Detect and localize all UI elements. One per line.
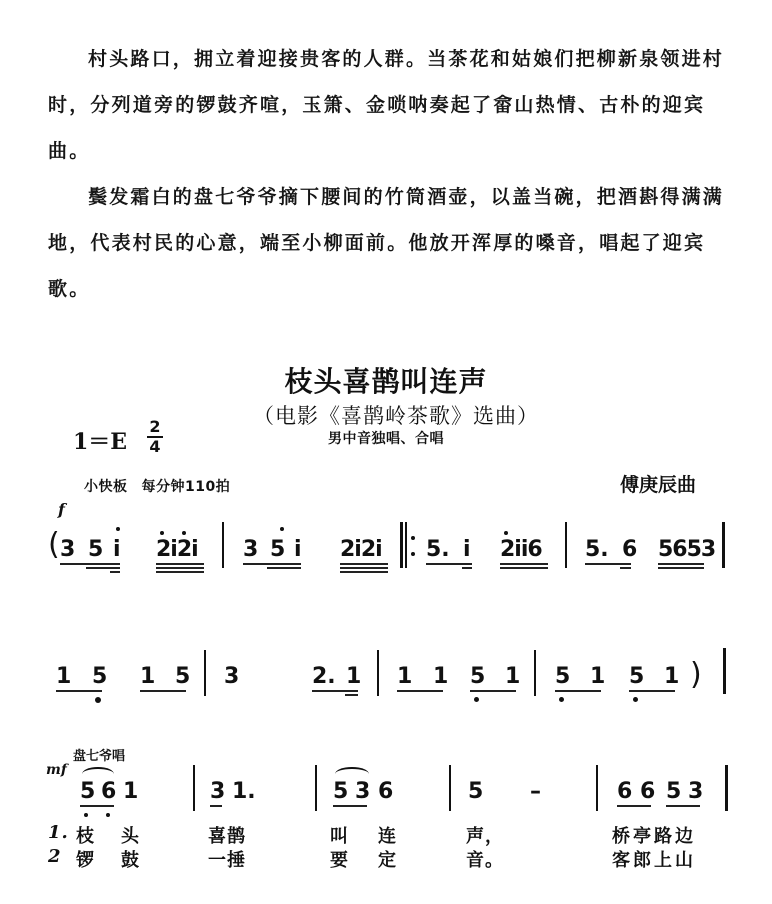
note: 6 — [378, 779, 394, 804]
singer-label: 盘七爷唱 — [73, 749, 126, 764]
lyric-syllable: 音。 — [466, 850, 504, 871]
underline — [80, 805, 114, 807]
note: 5. — [585, 537, 609, 562]
note: 1 — [123, 779, 139, 804]
lyric-syllable: 连 — [378, 826, 397, 847]
note-group: 2ii6 — [500, 537, 542, 562]
note: 5 — [333, 779, 349, 804]
underline — [156, 567, 204, 569]
barline — [222, 522, 224, 568]
song-performers: 男中音独唱、合唱 — [328, 431, 444, 447]
underline — [140, 690, 186, 692]
verse-number: 2 — [48, 846, 62, 867]
low-octave-dot — [559, 697, 564, 702]
dynamic-forte: f — [58, 500, 65, 519]
note: 1 — [590, 664, 606, 689]
lyric-syllable: 头 — [121, 826, 140, 847]
note: 3 — [60, 537, 76, 562]
song-subtitle: （电影《喜鹊岭茶歌》选曲） — [253, 404, 539, 428]
note: 5 — [666, 779, 682, 804]
underline — [60, 563, 120, 565]
low-octave-dot — [474, 697, 479, 702]
underline — [617, 805, 651, 807]
composer-credit: 傅庚辰曲 — [620, 474, 697, 496]
barline — [315, 765, 317, 811]
note: 5. — [426, 537, 450, 562]
key-signature: 1＝E — [73, 429, 128, 455]
barline — [565, 522, 567, 568]
note: 3 — [688, 779, 704, 804]
underline — [110, 571, 120, 573]
dash: – — [530, 779, 541, 804]
note: 3 — [224, 664, 240, 689]
note: 5 — [555, 664, 571, 689]
note-group: 2i2i — [340, 537, 382, 562]
lyric-syllable: 要 — [330, 850, 349, 871]
underline — [658, 563, 704, 565]
repeat-barline-thin — [405, 522, 407, 568]
barline — [725, 765, 728, 811]
note: 6 — [640, 779, 656, 804]
note: 3 — [210, 779, 226, 804]
lyric-syllable: 叫 — [330, 826, 349, 847]
underline — [243, 563, 301, 565]
note: 5 — [470, 664, 486, 689]
underline — [340, 563, 388, 565]
note: 5 — [80, 779, 96, 804]
note: i — [294, 537, 302, 562]
prose-paragraph-1 — [48, 36, 738, 174]
low-octave-dot — [84, 813, 88, 817]
verse-number: 1. — [48, 822, 69, 843]
note-group: 5653 — [658, 537, 716, 562]
underline — [470, 690, 516, 692]
lyric-syllable: 桥亭路边 — [612, 826, 696, 847]
note: 1 — [56, 664, 72, 689]
high-octave-dot — [160, 531, 164, 535]
note-group: 2i2i — [156, 537, 198, 562]
underline — [462, 567, 472, 569]
lyric-syllable: 枝 — [76, 826, 95, 847]
underline — [333, 805, 367, 807]
underline — [340, 567, 388, 569]
underline — [210, 805, 222, 807]
underline — [658, 567, 704, 569]
underline — [156, 563, 204, 565]
high-octave-dot — [280, 527, 284, 531]
underline — [555, 690, 601, 692]
underline — [340, 571, 388, 573]
note: 1 — [505, 664, 521, 689]
low-octave-dot — [95, 697, 101, 703]
high-octave-dot — [504, 531, 508, 535]
time-sig-numerator: 2 — [149, 417, 161, 436]
note: 6 — [617, 779, 633, 804]
note: 6 — [101, 779, 117, 804]
underline — [426, 563, 472, 565]
close-paren: ) — [690, 657, 702, 692]
note: 1 — [433, 664, 449, 689]
lyric-syllable: 客郎上山 — [612, 850, 696, 871]
lyric-syllable: 锣 — [76, 850, 95, 871]
note: 1 — [397, 664, 413, 689]
note: 5 — [92, 664, 108, 689]
underline — [500, 567, 548, 569]
underline — [56, 690, 102, 692]
barline — [722, 522, 725, 568]
underline — [500, 563, 548, 565]
low-octave-dot — [633, 697, 638, 702]
barline — [449, 765, 451, 811]
time-sig-denominator: 4 — [149, 437, 161, 456]
note: 5 — [270, 537, 286, 562]
barline — [723, 648, 726, 694]
underline — [585, 563, 631, 565]
tempo-marking — [84, 476, 230, 496]
underline — [86, 567, 120, 569]
time-signature — [145, 418, 165, 456]
dynamic-mezzo-forte: mf — [46, 762, 67, 778]
lyric-syllable: 喜鹊 — [208, 826, 246, 847]
repeat-dot — [411, 552, 415, 556]
barline — [193, 765, 195, 811]
underline — [629, 690, 675, 692]
underline — [666, 805, 700, 807]
note: i — [113, 537, 121, 562]
barline — [596, 765, 598, 811]
open-paren: ( — [48, 527, 60, 562]
lyric-syllable: 声， — [466, 826, 504, 847]
underline — [620, 567, 631, 569]
note: 1 — [664, 664, 680, 689]
underline — [312, 690, 358, 692]
underline — [397, 690, 443, 692]
note: 3 — [243, 537, 259, 562]
tempo-term: 小快板 — [84, 479, 128, 495]
prose-paragraph-1-text: 村头路口，拥立着迎接贵客的人群。当茶花和姑娘们把柳新泉领进村时，分列道旁的锣鼓齐喧，玉箫、金唢呐奏起了畲山热情、古朴的迎宾曲。 — [48, 48, 725, 162]
note: 1 — [346, 664, 362, 689]
song-title: 枝头喜鹊叫连声 — [284, 365, 488, 398]
lyric-syllable: 一捶 — [208, 850, 246, 871]
note: 6 — [622, 537, 638, 562]
note: 2. — [312, 664, 336, 689]
note: 5 — [175, 664, 191, 689]
note: 5 — [88, 537, 104, 562]
note: 3 — [355, 779, 371, 804]
prose-paragraph-2-text: 鬓发霜白的盘七爷爷摘下腰间的竹筒酒壶，以盖当碗，把酒斟得满满地，代表村民的心意，端至小柳面前。他放开浑厚的嗓音，唱起了迎宾歌。 — [48, 186, 725, 300]
high-octave-dot — [116, 527, 120, 531]
note: 1 — [140, 664, 156, 689]
lyric-syllable: 鼓 — [121, 850, 140, 871]
barline — [204, 650, 206, 696]
underline — [345, 694, 358, 696]
underline — [267, 567, 301, 569]
barline — [377, 650, 379, 696]
note: 5 — [629, 664, 645, 689]
prose-paragraph-2 — [48, 174, 738, 312]
underline — [156, 571, 204, 573]
tempo-bpm: 每分钟110拍 — [141, 479, 231, 495]
note: 5 — [468, 779, 484, 804]
note: 1. — [232, 779, 256, 804]
note: i — [463, 537, 471, 562]
repeat-barline-thick — [400, 522, 403, 568]
high-octave-dot — [182, 531, 186, 535]
barline — [534, 650, 536, 696]
repeat-dot — [411, 536, 415, 540]
lyric-syllable: 定 — [378, 850, 397, 871]
low-octave-dot — [106, 813, 110, 817]
